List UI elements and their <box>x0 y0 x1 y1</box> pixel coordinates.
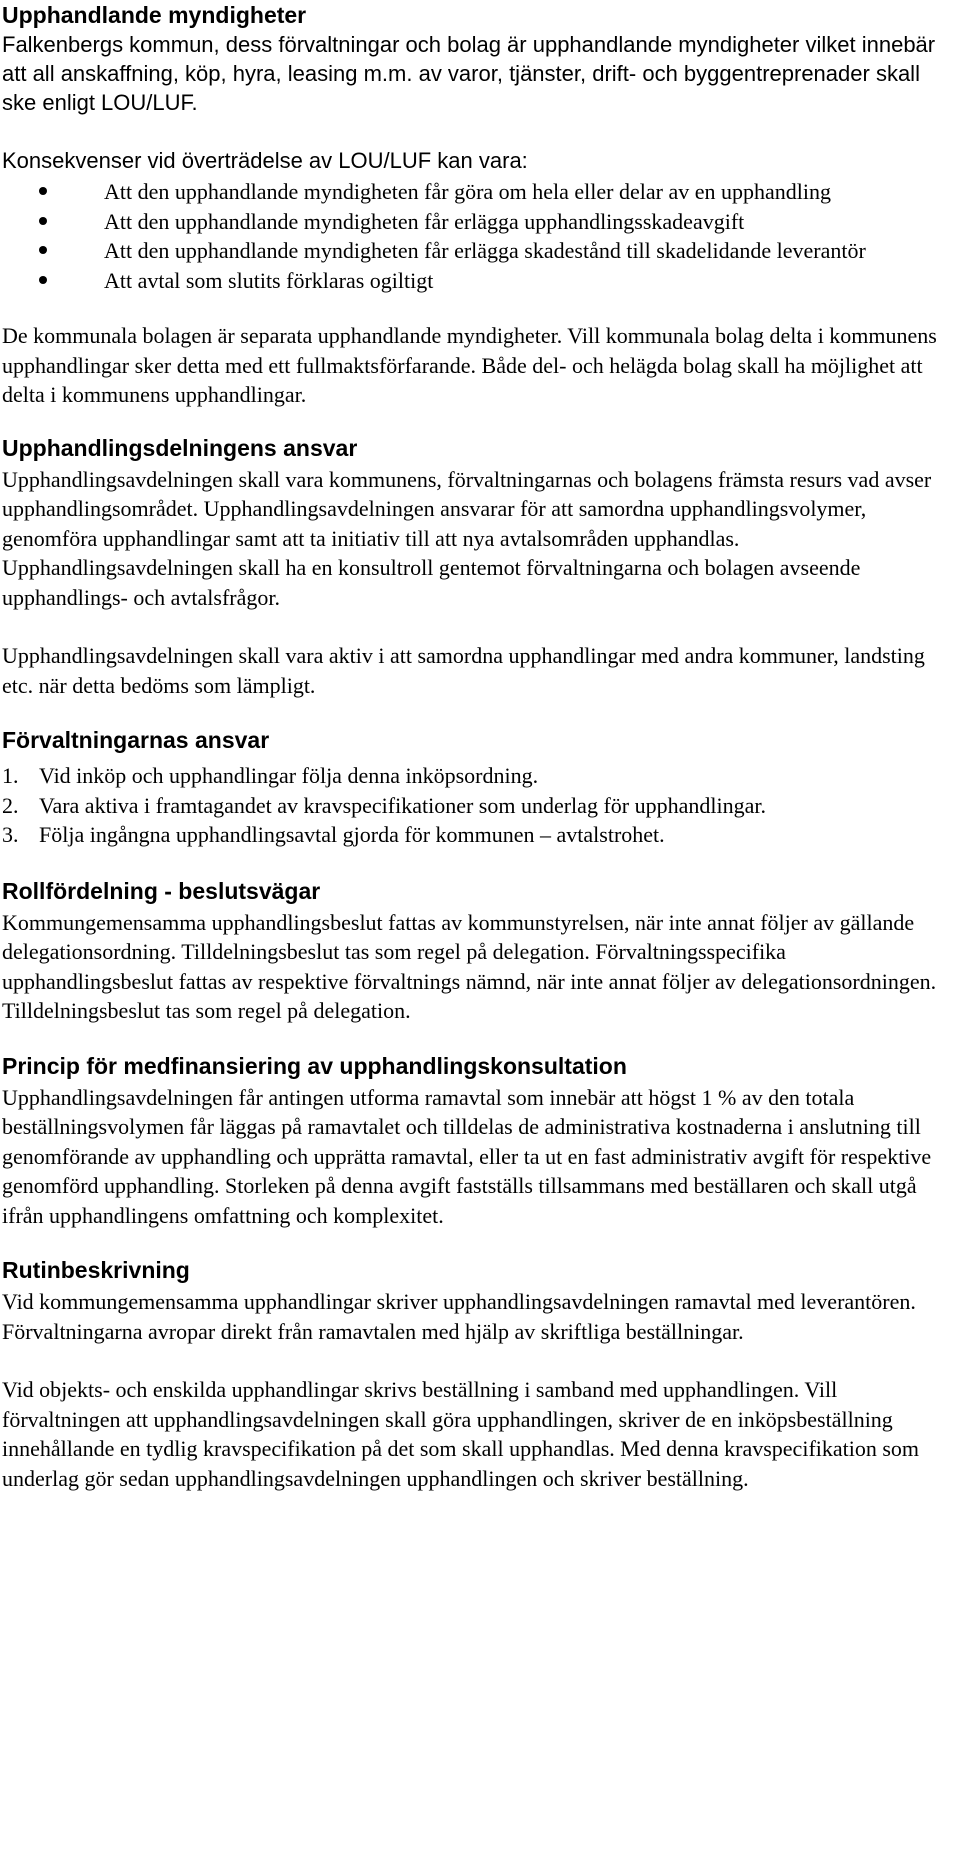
rutin-paragraph-1: Vid kommungemensamma upphandlingar skriver upphandlingsavdelningen ramavtal med leverantören. Förvaltningarna avropar direkt från ramavtalen med hjälp av skriftliga beställningar. <box>2 1289 916 1344</box>
list-item <box>2 820 960 850</box>
list-item-text: Vara aktiva i framtagandet av kravspecifikationer som underlag för upphandlingar. <box>39 792 766 818</box>
heading-upphandlingsdelningens-ansvar: Upphandlingsdelningens ansvar <box>2 434 358 461</box>
list-number: 3. <box>2 822 19 847</box>
bullet-icon <box>39 217 47 225</box>
intro-paragraph: Falkenbergs kommun, dess förvaltningar och bolag är upphandlande myndigheter vilket innebär att all anskaffning, köp, hyra, leasing m.m. av varor, tjänster, drift- och byggentreprenader skall ske enligt LOU/LUF. <box>2 32 936 115</box>
list-item-text: Vid inköp och upphandlingar följa denna inköpsordning. <box>39 763 539 788</box>
list-item <box>2 791 960 821</box>
list-item <box>2 266 960 296</box>
list-item <box>2 761 960 791</box>
list-item <box>2 177 960 207</box>
medfinansiering-paragraph: Upphandlingsavdelningen får antingen utforma ramavtal som innebär att högst 1 % av den totala beställningsvolymen får läggas på ramavtalet och tilldelas de administrativa kostnaderna i anslutning till genomförande av upphandling och upprätta ramavtal, eller ta ut en fast administrativ avgift för respektive genomförd upphandling. Storleken på denna avgift fastställs tillsammans med beställaren och skall utgå ifrån upphandlingens omfattning och komplexitet. <box>2 1084 932 1228</box>
list-item <box>2 236 960 266</box>
forvaltningar-list <box>2 761 960 850</box>
ansvar-paragraph-1: Upphandlingsavdelningen skall vara kommunens, förvaltningarnas och bolagens främsta resurs vad avser upphandlingsområdet. Upphandlingsavdelningen ansvarar för att samordna upphandlingsvolymer, genomföra upphandlingar samt att ta initiativ till att nya avtalsområden upphandlas. Upphandlingsavdelningen skall ha en konsultroll gentemot förvaltningarna och bolagen avseende upphandlings- och avtalsfrågor. <box>2 466 932 610</box>
list-item-text: Att den upphandlande myndigheten får göra om hela eller delar av en upphandling <box>104 179 831 204</box>
bullet-icon <box>39 246 47 254</box>
consequences-list <box>2 177 960 295</box>
heading-rutinbeskrivning: Rutinbeskrivning <box>2 1257 190 1283</box>
list-number: 1. <box>2 763 19 788</box>
consequences-intro: Konsekvenser vid överträdelse av LOU/LUF kan vara: <box>2 148 528 173</box>
bolag-paragraph: De kommunala bolagen är separata upphandlande myndigheter. Vill kommunala bolag delta i kommunens upphandlingar sker detta med ett fullmaktsförfarande. Både del- och helägda bolag skall ha möjlighet att delta i kommunens upphandlingar. <box>2 323 937 407</box>
heading-princip-medfinansiering: Princip för medfinansiering av upphandlingskonsultation <box>2 1052 627 1079</box>
heading-upphandlande-myndigheter: Upphandlande myndigheter <box>2 2 307 28</box>
rollfordelning-paragraph: Kommungemensamma upphandlingsbeslut fattas av kommunstyrelsen, när inte annat följer av gällande delegationsordning. Tilldelningsbeslut tas som regel på delegation. Förvaltningsspecifika upphandlingsbeslut fattas av respektive förvaltnings nämnd, när inte annat följer av delegationsordningen. Tilldelningsbeslut tas som regel på delegation. <box>2 909 937 1023</box>
list-item-text: Följa ingångna upphandlingsavtal gjorda för kommunen – avtalstrohet. <box>39 822 665 847</box>
bullet-icon <box>39 187 47 195</box>
heading-forvaltningarnas-ansvar: Förvaltningarnas ansvar <box>2 727 270 753</box>
list-item <box>2 207 960 237</box>
ansvar-paragraph-2: Upphandlingsavdelningen skall vara aktiv i att samordna upphandlingar med andra kommuner, landsting etc. när detta bedöms som lämpligt. <box>2 643 925 698</box>
rutin-paragraph-2: Vid objekts- och enskilda upphandlingar skrivs beställning i samband med upphandlingen. Vill förvaltningen att upphandlingsavdelningen skall göra upphandlingen, skriver de en inköpsbeställning innehållande en tydlig kravspecifikation på det som skall upphandlas. Med denna kravspecifikation som underlag gör sedan upphandlingsavdelningen upphandlingen och skriver beställning. <box>2 1377 920 1491</box>
list-number: 2. <box>2 792 19 818</box>
list-item-text: Att den upphandlande myndigheten får erlägga skadestånd till skadelidande leverantör <box>104 238 866 263</box>
list-item-text: Att avtal som slutits förklaras ogiltigt <box>104 267 434 293</box>
list-item-text: Att den upphandlande myndigheten får erlägga upphandlingsskadeavgift <box>104 208 745 234</box>
bullet-icon <box>39 276 47 284</box>
heading-rollfordelning: Rollfördelning - beslutsvägar <box>2 877 321 904</box>
